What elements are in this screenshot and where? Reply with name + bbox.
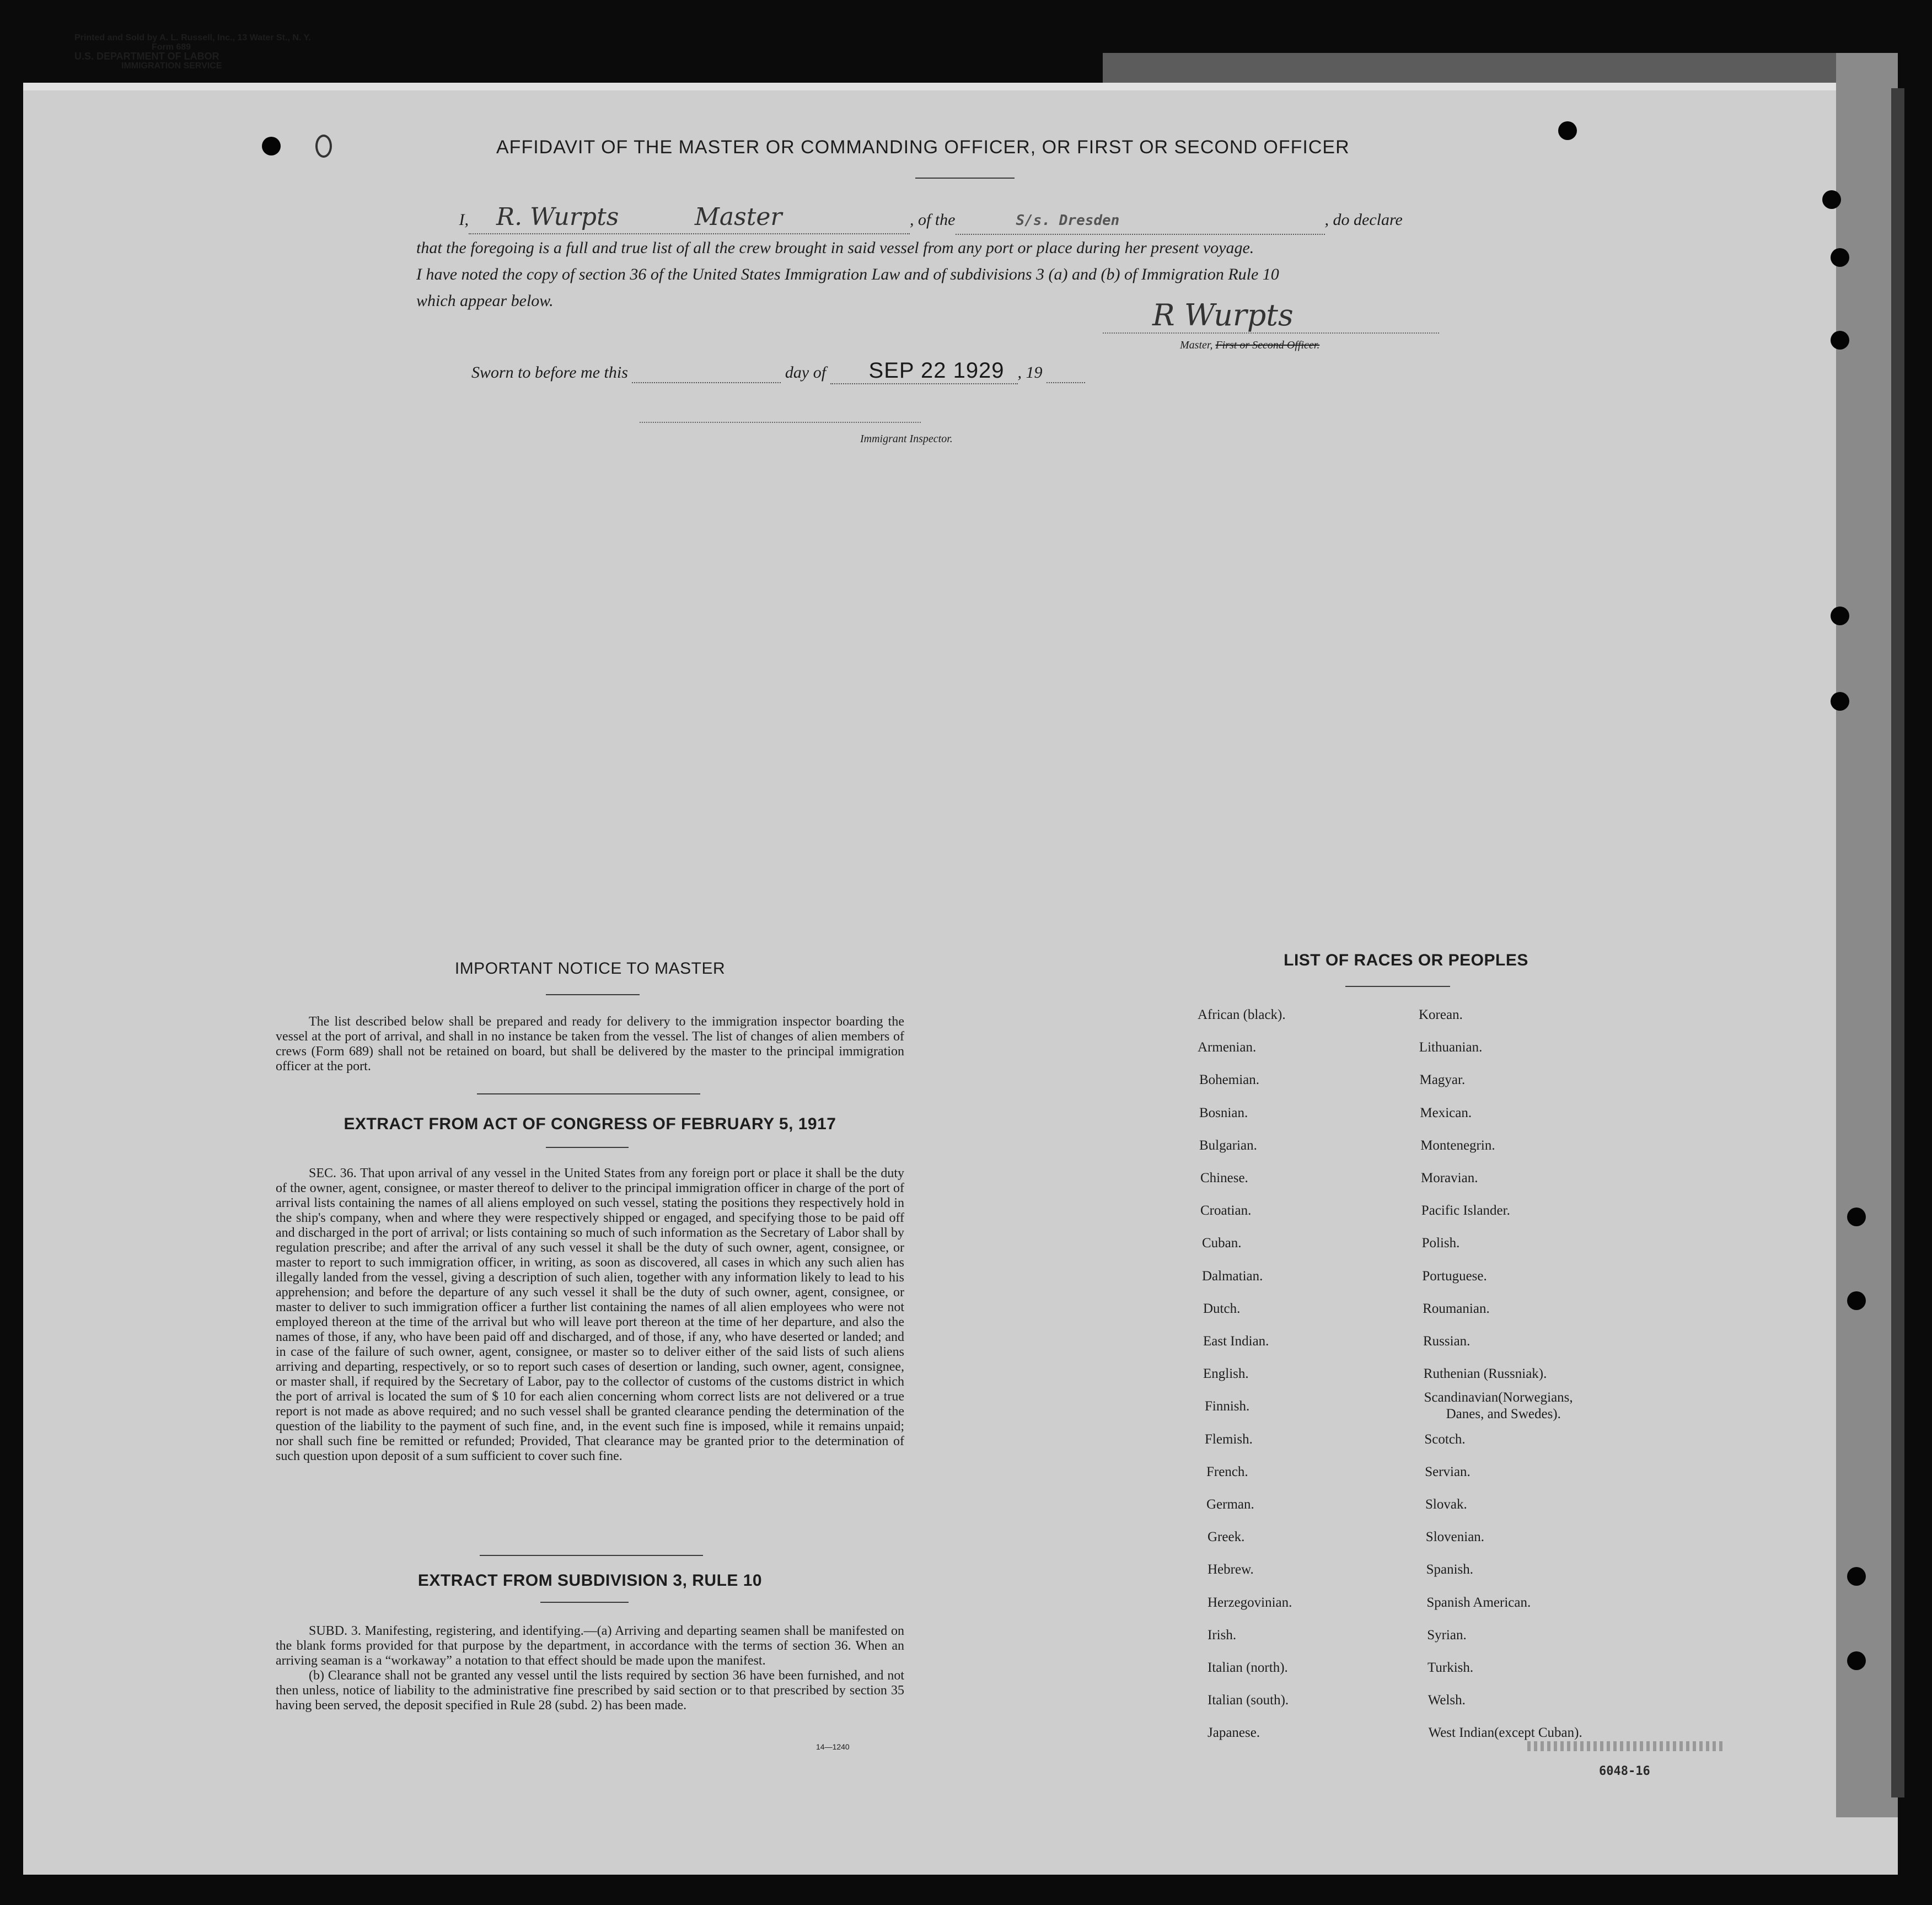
date-stamp: SEP 22 1929	[868, 358, 1005, 383]
race-item-right: West Indian(except Cuban).	[1428, 1725, 1582, 1741]
race-item-right: Spanish American.	[1426, 1595, 1531, 1610]
sworn-day-field	[632, 363, 781, 383]
punch-hole	[1831, 331, 1849, 350]
notice-paragraph: The list described below shall be prepared and ready for delivery to the immigration inspector boarding the vessel at the port of arrival, and shall in no instance be taken from the vessel. The list of changes of alien members of crews (Form 689) shall not be retained on board, but shall be delivered by the master to the principal immigration officer at the port.	[276, 1015, 904, 1074]
printer-line: Printed and Sold by A. L. Russell, Inc., 13 Water St., N. Y.	[74, 33, 311, 42]
race-item-left: Dutch.	[1203, 1301, 1241, 1316]
race-item-left: Irish.	[1208, 1627, 1237, 1643]
punch-hole-outline	[315, 135, 332, 158]
act-extract-rule	[546, 1147, 629, 1148]
punch-hole	[1831, 692, 1849, 711]
race-item-left: German.	[1206, 1497, 1254, 1512]
act-extract-title: EXTRACT FROM ACT OF CONGRESS OF FEBRUARY 5, 1917	[344, 1115, 836, 1133]
race-item-left: Hebrew.	[1208, 1562, 1254, 1577]
affidavit-title: AFFIDAVIT OF THE MASTER OR COMMANDING OFFICER, OR FIRST OR SECOND OFFICER	[496, 137, 1350, 158]
bottom-stamp: 6048-16	[1599, 1764, 1650, 1778]
race-item-left: Chinese.	[1200, 1171, 1248, 1185]
i-label: I,	[459, 211, 469, 229]
punch-hole	[262, 137, 281, 155]
race-item-right: Montenegrin.	[1420, 1137, 1495, 1153]
notice-text	[276, 1015, 904, 1074]
caption-master: Master,	[1180, 339, 1213, 351]
race-item-right: Portuguese.	[1422, 1268, 1487, 1284]
race-item-left: Bosnian.	[1199, 1105, 1248, 1120]
race-item-right: Slovenian.	[1425, 1530, 1485, 1545]
handwritten-name: R. Wurpts	[496, 203, 619, 231]
vessel-field	[956, 207, 1325, 235]
sworn-label: Sworn to before me this	[471, 363, 628, 382]
department-name: U.S. DEPARTMENT OF LABOR	[74, 51, 219, 62]
smudged-stamp	[1527, 1741, 1726, 1751]
punch-hole	[1822, 190, 1841, 209]
rule-extract-rule	[540, 1602, 629, 1603]
caption-officer: First or Second Officer.	[1215, 339, 1320, 351]
race-item-right: Polish.	[1421, 1236, 1460, 1251]
race-item-right: Lithuanian.	[1419, 1040, 1483, 1055]
race-item-right: Korean.	[1419, 1007, 1463, 1022]
race-item-right: Roumanian.	[1423, 1301, 1490, 1316]
race-item-right: Servian.	[1425, 1464, 1471, 1479]
races-title: LIST OF RACES OR PEOPLES	[1284, 951, 1528, 969]
race-item-left: French.	[1206, 1464, 1248, 1479]
race-item-left: Greek.	[1208, 1530, 1245, 1545]
race-item-right: Scandinavian(Norwegians,	[1424, 1390, 1573, 1405]
race-item-right: Russian.	[1423, 1334, 1471, 1349]
section-36-paragraph: SEC. 36. That upon arrival of any vessel in the United States from any foreign port or place it shall be the duty of the owner, agent, consignee, or master thereof to deliver to the principal immigration officer in charge of the port of arrival lists containing the names of all aliens employed on such vessel, stating the positions they respectively hold in the ship's company, when and where they were respectively shipped or engaged, and specifying those to be paid off and discharged in the port of arrival; or lists containing so much of such information as the Secretary of Labor shall by regulation prescribe; and after the arrival of any such vessel it shall be the duty of such owner, agent, consignee, or master to report to such immigration officer, in writing, as soon as discovered, all cases in which any such alien has illegally landed from the vessel, giving a description of such alien, together with any information likely to lead to his apprehension; and before the departure of any such vessel it shall be the duty of such owner, agent, consignee, or master to deliver to such immigration officer a further list containing the names of all alien employees who were not employed thereon at the time of the arrival but who will leave port thereon at the time of her departure, and also the names of those, if any, who have been paid off and discharged, and of those, if any, who have deserted or landed; and in case of the failure of such owner, agent, consignee, or master so to deliver either of the said lists of such aliens arriving and departing, respectively, or so to report such cases of desertion or landing, such owner, agent, consignee, or master shall, if required by the Secretary of Labor, pay to the collector of customs of the customs district in which the port of arrival is located the sum of $ 10 for each alien concerning whom correct lists are not delivered or a true report is not made as above required; and no such vessel shall be granted clearance pending the determination of the question of the liability to the payment of such fine, and, in the event such fine is imposed, while it remains unpaid; nor shall such fine be remitted or refunded; Provided, That clearance may be granted prior to the determination of such question upon deposit of a sum sufficient to cover such fine.	[276, 1166, 904, 1463]
sheet-top-edge	[23, 83, 1898, 90]
punch-hole	[1558, 121, 1577, 140]
vessel-stamp: S/s. Dresden	[1016, 212, 1120, 229]
master-signature: R Wurpts	[1152, 298, 1294, 332]
race-item-left: Italian (north).	[1208, 1660, 1288, 1675]
punch-hole	[1831, 607, 1849, 625]
year-field	[1046, 363, 1085, 383]
signature-line	[1103, 332, 1439, 334]
notice-end-rule	[477, 1093, 700, 1094]
race-item-left: Cuban.	[1202, 1236, 1242, 1251]
page-fold-shadow	[1891, 88, 1904, 1797]
print-code: 14—1240	[816, 1742, 850, 1751]
notice-rule	[546, 994, 640, 995]
race-item-right: Syrian.	[1427, 1627, 1467, 1643]
race-item-left: Herzegovinian.	[1208, 1595, 1292, 1610]
declaration-line-3: I have noted the copy of section 36 of the United States Immigration Law and of subdivisions 3 (a) and (b) of Immigration Rule 10	[416, 265, 1279, 283]
race-item-left: Finnish.	[1205, 1399, 1250, 1414]
race-item-left: African (black).	[1198, 1007, 1286, 1022]
punch-hole	[1831, 248, 1849, 267]
race-item-left: Armenian.	[1198, 1040, 1257, 1055]
punch-hole	[1847, 1291, 1866, 1310]
race-item-left: Dalmatian.	[1202, 1268, 1263, 1284]
race-item-right: Mexican.	[1420, 1105, 1472, 1120]
race-item-left: Flemish.	[1205, 1431, 1253, 1447]
subdivision-a-paragraph: SUBD. 3. Manifesting, registering, and identifying.—(a) Arriving and departing seamen shall be manifested on the blank forms provided for that purpose by the department, in accordance with the terms of section 36. When an arriving seaman is a “workaway” a notation to that effect should be made upon the manifest.	[276, 1624, 904, 1668]
race-item-right: Scotch.	[1424, 1431, 1466, 1447]
races-rule	[1345, 986, 1450, 987]
punch-hole	[1847, 1208, 1866, 1226]
punch-hole	[1847, 1567, 1866, 1586]
subdivision-b-paragraph: (b) Clearance shall not be granted any vessel until the lists required by section 36 have been furnished, and not then unless, notice of liability to the administrative fine prescribed by said section or to that prescribed by section 35 having been served, the deposit specified in Rule 28 (subd. 2) has been made.	[276, 1668, 904, 1713]
inspector-caption: Immigrant Inspector.	[860, 433, 953, 445]
race-item-left: Italian (south).	[1208, 1693, 1289, 1708]
form-number: Form 689	[152, 42, 191, 52]
rule-extract-title: EXTRACT FROM SUBDIVISION 3, RULE 10	[417, 1571, 763, 1590]
act-extract-text	[276, 1166, 904, 1464]
race-item-right: Ruthenian (Russniak).	[1423, 1366, 1547, 1382]
of-the-label: , of the	[910, 211, 956, 229]
race-item-right: Moravian.	[1421, 1171, 1478, 1185]
race-item-right: Slovak.	[1425, 1497, 1467, 1512]
title-rule	[915, 178, 1015, 179]
do-declare-label: , do declare	[1324, 211, 1403, 229]
race-item-left: English.	[1203, 1366, 1249, 1382]
document-sheet	[23, 83, 1898, 1875]
race-item-right: Turkish.	[1427, 1660, 1474, 1675]
race-item-right: Magyar.	[1419, 1072, 1466, 1088]
race-item-left: East Indian.	[1203, 1334, 1269, 1349]
race-item-right: Welsh.	[1427, 1693, 1466, 1708]
notice-title: IMPORTANT NOTICE TO MASTER	[454, 959, 726, 978]
act-extract-end-rule	[480, 1555, 703, 1556]
race-item-right: Pacific Islander.	[1421, 1203, 1510, 1219]
name-field	[469, 204, 910, 234]
rule-extract-text	[276, 1624, 904, 1713]
signature-caption	[1180, 339, 1319, 352]
sworn-month-field	[830, 358, 1018, 384]
declaration-line-4: which appear below.	[416, 292, 554, 310]
day-of-label: day of	[785, 363, 827, 382]
inspector-signature-line	[640, 422, 921, 423]
handwritten-rank: Master	[694, 203, 782, 231]
race-item-left: Croatian.	[1200, 1203, 1252, 1219]
sworn-line	[471, 358, 1085, 384]
torn-edge	[1103, 53, 1847, 83]
service-name: IMMIGRATION SERVICE	[121, 61, 222, 71]
printer-header	[74, 33, 460, 71]
race-item-left: Japanese.	[1208, 1725, 1260, 1741]
race-item-right: Spanish.	[1426, 1562, 1474, 1577]
race-item-right: Danes, and Swedes).	[1446, 1407, 1561, 1422]
punch-hole	[1847, 1651, 1866, 1670]
year-prefix: , 19	[1017, 363, 1043, 382]
race-item-left: Bulgarian.	[1199, 1137, 1257, 1153]
page-fold-edge	[1836, 53, 1898, 1817]
race-item-left: Bohemian.	[1199, 1072, 1260, 1088]
declaration-line-2: that the foregoing is a full and true list of all the crew brought in said vessel from any port or place during her present voyage.	[416, 239, 1254, 257]
